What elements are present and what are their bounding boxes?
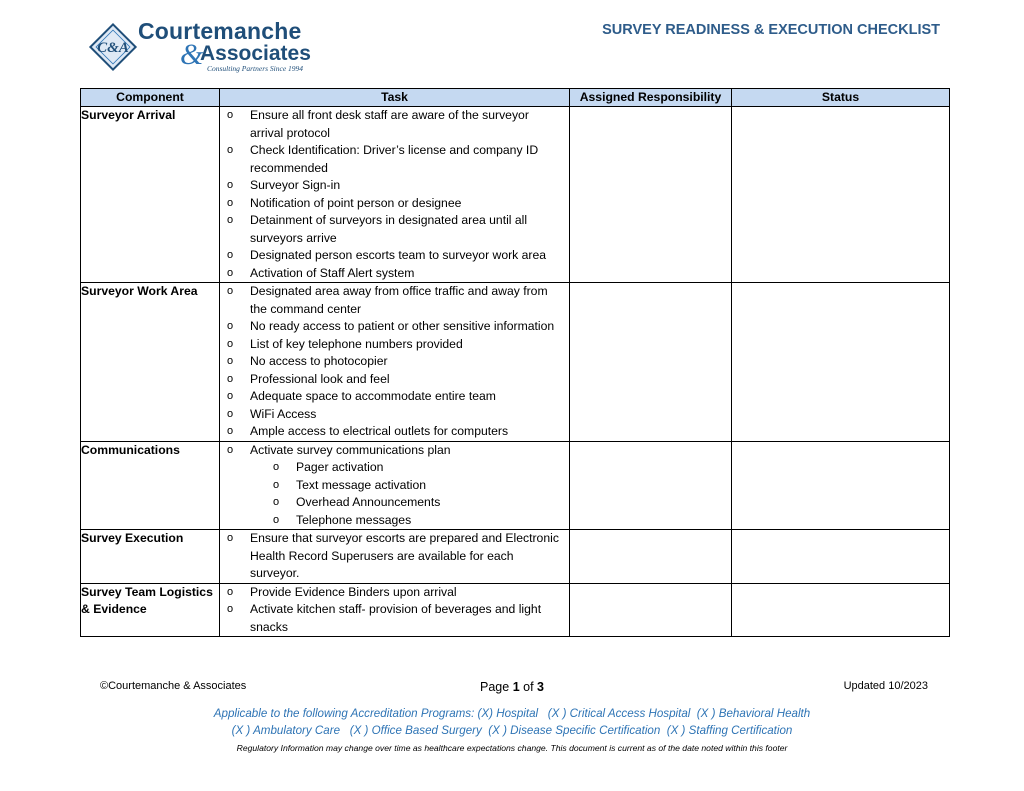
task-item: o WiFi Access	[220, 406, 569, 424]
footer-copyright: ©Courtemanche & Associates	[100, 680, 247, 692]
task-cell	[220, 530, 570, 584]
document-title: SURVEY READINESS & EXECUTION CHECKLIST	[602, 22, 940, 38]
subtask-item: o Text message activation	[249, 477, 569, 495]
component-cell: Surveyor Arrival	[81, 107, 220, 283]
page-of: of	[519, 680, 538, 694]
task-list	[220, 530, 569, 583]
component-cell: Communications	[81, 441, 220, 530]
subtask-item: o Telephone messages	[249, 512, 569, 530]
task-cell	[220, 107, 570, 283]
accreditation-programs	[0, 705, 1024, 739]
task-list	[220, 584, 569, 637]
page-total: 3	[537, 680, 544, 694]
component-cell: Surveyor Work Area	[81, 283, 220, 442]
task-item: o Ensure all front desk staff are aware of the surveyor arrival protocol	[220, 107, 569, 142]
task-item: o Detainment of surveyors in designated area until all surveyors arrive	[220, 212, 569, 247]
subtask-list	[220, 459, 569, 529]
task-item: o Provide Evidence Binders upon arrival	[220, 584, 569, 602]
table-header-row	[81, 89, 950, 107]
task-item: o Ample access to electrical outlets for computers	[220, 423, 569, 441]
logo-monogram-icon	[88, 22, 138, 72]
table-row	[81, 530, 950, 584]
task-list	[220, 107, 569, 282]
task-item: o Activation of Staff Alert system	[220, 265, 569, 283]
accreditation-line-2: (X ) Ambulatory Care (X ) Office Based Surgery (X ) Disease Specific Certification (X ) Staffing Certification	[231, 724, 793, 737]
task-item: o Check Identification: Driver’s license and company ID recommended	[220, 142, 569, 177]
task-item: o Designated person escorts team to surveyor work area	[220, 247, 569, 265]
task-item: o List of key telephone numbers provided	[220, 336, 569, 354]
responsibility-cell[interactable]	[570, 441, 732, 530]
task-cell	[220, 441, 570, 530]
task-cell	[220, 583, 570, 637]
task-item: o Notification of point person or designee	[220, 195, 569, 213]
task-item: o Activate kitchen staff- provision of beverages and light snacks	[220, 601, 569, 636]
table-row	[81, 583, 950, 637]
table-row	[81, 283, 950, 442]
status-cell[interactable]	[732, 283, 950, 442]
responsibility-cell[interactable]	[570, 107, 732, 283]
status-cell[interactable]	[732, 583, 950, 637]
page-prefix: Page	[480, 680, 513, 694]
responsibility-cell[interactable]	[570, 530, 732, 584]
page-current: 1	[512, 680, 520, 694]
logo-line1: Courtemanche	[138, 18, 302, 44]
table-body	[81, 107, 950, 637]
status-cell[interactable]	[732, 530, 950, 584]
responsibility-cell[interactable]	[570, 283, 732, 442]
task-item: o Ensure that surveyor escorts are prepared and Electronic Health Record Superusers are available for each surveyor.	[220, 530, 569, 583]
regulatory-disclaimer: Regulatory Information may change over time as healthcare expectations change. This document is current as of the date noted within this footer	[236, 743, 788, 753]
task-item: o No access to photocopier	[220, 353, 569, 371]
task-item: o Surveyor Sign-in	[220, 177, 569, 195]
table-row	[81, 107, 950, 283]
column-header-status: Status	[732, 89, 950, 107]
task-item: o No ready access to patient or other sensitive information	[220, 318, 569, 336]
column-header-responsibility: Assigned Responsibility	[570, 89, 732, 107]
subtask-item: o Pager activation	[249, 459, 569, 477]
status-cell[interactable]	[732, 441, 950, 530]
status-cell[interactable]	[732, 107, 950, 283]
logo-monogram-text: C&A	[97, 40, 129, 56]
logo-line2: Associates	[200, 42, 311, 65]
column-header-component: Component	[81, 89, 220, 107]
component-cell: Survey Team Logistics & Evidence	[81, 583, 220, 637]
task-item: o Activate survey communications plan	[220, 442, 569, 460]
responsibility-cell[interactable]	[570, 583, 732, 637]
table-row	[81, 441, 950, 530]
logo-ampersand: &	[180, 38, 204, 71]
footer-updated-date: Updated 10/2023	[843, 680, 928, 692]
component-cell: Survey Execution	[81, 530, 220, 584]
logo-tagline: Consulting Partners Since 1994	[207, 64, 304, 73]
accreditation-line-1: Applicable to the following Accreditation Programs: (X) Hospital (X ) Critical Access Hospital (X ) Behavioral Health	[213, 707, 811, 720]
task-list	[220, 283, 569, 441]
task-item: o Adequate space to accommodate entire team	[220, 388, 569, 406]
task-item: o Designated area away from office traffic and away from the command center	[220, 283, 569, 318]
checklist-table	[80, 88, 950, 637]
task-list	[220, 442, 569, 530]
subtask-item: o Overhead Announcements	[249, 494, 569, 512]
company-logo	[88, 18, 318, 76]
column-header-task: Task	[220, 89, 570, 107]
task-cell	[220, 283, 570, 442]
task-item: o Professional look and feel	[220, 371, 569, 389]
